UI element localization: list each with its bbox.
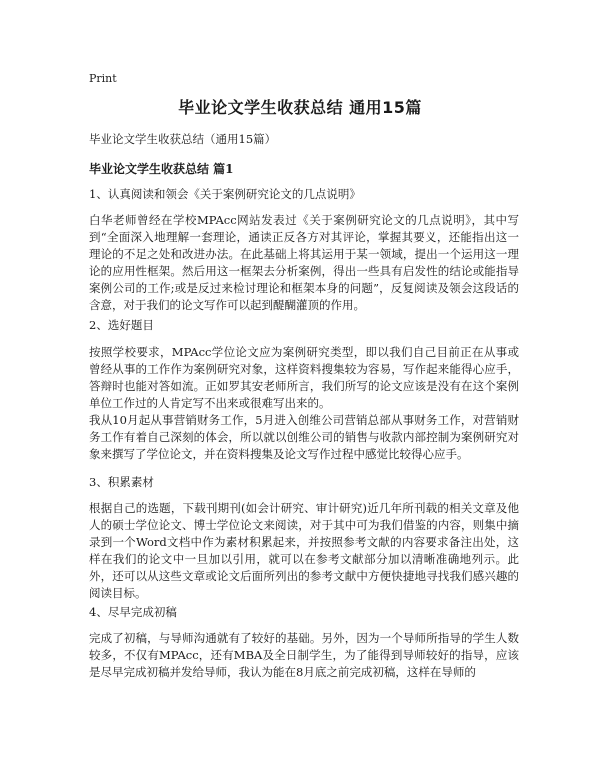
section-heading-3: 3、积累素材	[89, 475, 154, 489]
print-link[interactable]: Print	[89, 72, 117, 85]
section-2-paragraph-1: 按照学校要求，MPAcc学位论文应为案例研究类型，即以我们自己目前正在从事或曾经从事的工作作为案例研究对象，这样资料搜集较为容易，写作起来能得心应手，答辩时也能对答如流。正如罗其安老师所言，我们所写的论文应该是没有在这个案例单位工作过的人肯定写不出来或很难写出来的。	[89, 345, 519, 410]
section-heading-4: 4、尽早完成初稿	[89, 605, 177, 619]
section-heading-1: 1、认真阅读和领会《关于案例研究论文的几点说明》	[89, 187, 361, 201]
section-1-paragraph-1: 白华老师曾经在学校MPAcc网站发表过《关于案例研究论文的几点说明》，其中写到“全面深入地理解一套理论，通读正反各方对其评论，掌握其要义，还能指出这一理论的不足之处和改进办法。在此基础上将其运用于某一领域，提出一个运用这一理论的应用性框架。然后用这一框架去分析案例，得出一些具有启发性的结论或能指导案例公司的工作;或是反过来检讨理论和框架本身的问题”，反复阅读及领会这段话的含意，对于我们的论文写作可以起到醍醐灌顶的作用。	[89, 213, 519, 312]
section-2-paragraph-2: 我从10月起从事营销财务工作，5月进入创维公司营销总部从事财务工作，对营销财务工作有着自己深刻的体会，所以就以创维公司的销售与收款内部控制为案例研究对象来撰写了学位论文，并在资料搜集及论文写作过程中感觉比较得心应手。	[89, 413, 519, 461]
document-subtitle: 毕业论文学生收获总结（通用15篇）	[89, 132, 277, 146]
section-4-paragraph-1: 完成了初稿，与导师沟通就有了较好的基础。另外，因为一个导师所指导的学生人数较多，不仅有MPAcc，还有MBA及全日制学生，为了能得到导师较好的指导，应该是尽早完成初稿并发给导师，我认为能在8月底之前完成初稿，这样在导师的	[89, 631, 519, 679]
document-title: 毕业论文学生收获总结 通用15篇	[178, 98, 422, 117]
article-heading: 毕业论文学生收获总结 篇1	[89, 162, 234, 176]
section-heading-2: 2、选好题目	[89, 318, 154, 332]
section-3-paragraph-1: 根据自己的选题，下载刊期刊(如会计研究、审计研究)近几年所刊载的相关文章及他人的硕士学位论文、博士学位论文来阅读，对于其中可为我们借鉴的内容，则集中摘录到一个Word文档中作为素材积累起来，并按照参考文献的内容要求备注出处，这样在我们的论文中一旦加以引用，就可以在参考文献部分加以清晰准确地列示。此外，还可以从这些文章或论文后面所列出的参考文献中方便快捷地寻找我们感兴趣的阅读目标。	[89, 501, 519, 600]
